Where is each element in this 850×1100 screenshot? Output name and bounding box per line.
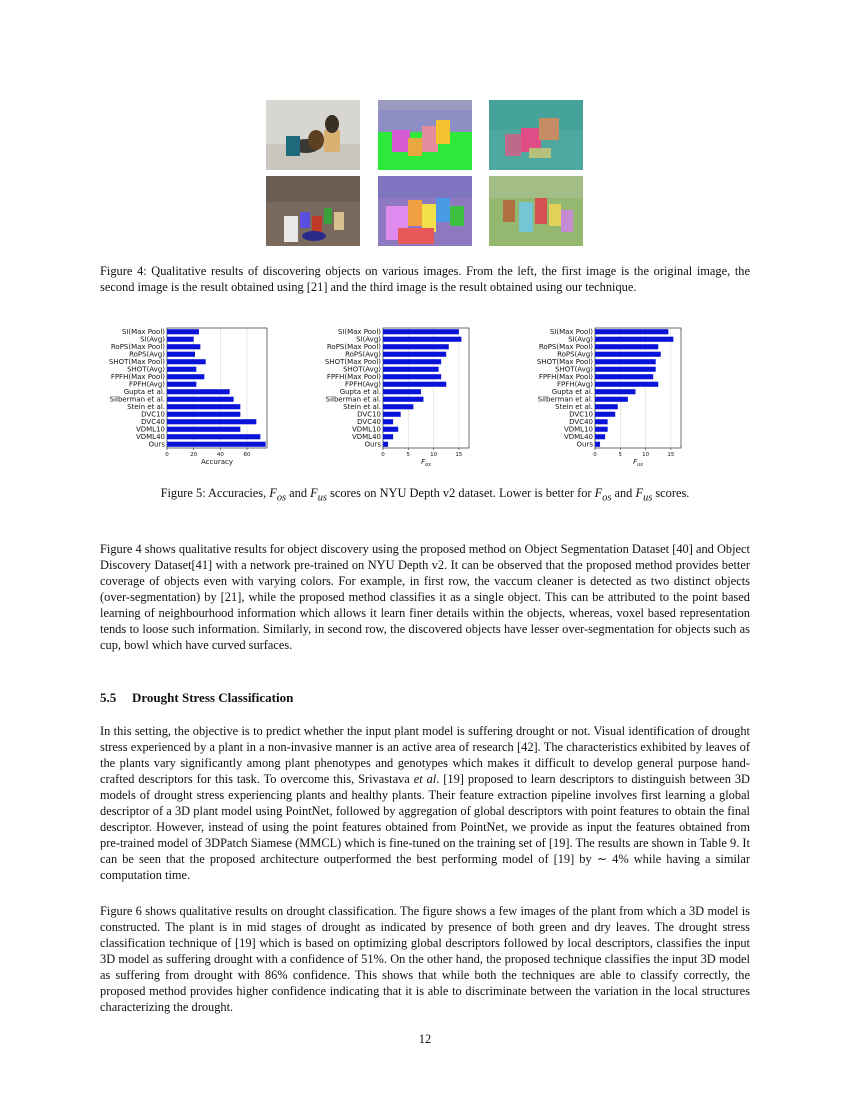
bar bbox=[383, 374, 441, 379]
bar bbox=[167, 337, 194, 342]
category-label: DVC10 bbox=[357, 410, 381, 419]
tick-label: 0 bbox=[381, 452, 385, 458]
tick-label: 10 bbox=[430, 452, 438, 458]
fus-chart bbox=[527, 322, 687, 472]
figure4-row1-original bbox=[266, 100, 360, 170]
category-label: RoPS(Avg) bbox=[129, 350, 165, 359]
category-label: Ours bbox=[576, 440, 593, 449]
category-label: DVC10 bbox=[569, 410, 593, 419]
bar bbox=[383, 367, 439, 372]
category-label: SI(Avg) bbox=[356, 335, 381, 344]
bar bbox=[167, 374, 204, 379]
category-label: FPFH(Avg) bbox=[129, 380, 165, 389]
category-label: Stein et al. bbox=[555, 402, 593, 411]
category-label: Ours bbox=[148, 440, 165, 449]
bar bbox=[383, 412, 401, 417]
category-label: VDML40 bbox=[135, 432, 165, 441]
body-paragraph-figure4: Figure 4 shows qualitative results for object discovery using the proposed method on Object Segmentation Dataset [40] and Object Discovery Dataset[41] with a network pre-trained on NYU Depth v2. It can be observed that the proposed method provides better coverage of objects even with varying colors. For example, in first row, the vaccum cleaner is detected as two distinct objects (over-segmentation) by [21], while the proposed method classifies it as a single object. This can be attributed to the point based learning of neighbourhood information which allows it learn finer details within the objects, whereas, voxel based representation tends to loose such information. Similarly, in second row, the discovered objects have lesser over-segmentation for objects such as cup, bowl which have curved surfaces. bbox=[100, 542, 750, 652]
category-label: SI(Avg) bbox=[568, 335, 593, 344]
bar bbox=[383, 442, 388, 447]
accuracy-chart bbox=[100, 322, 280, 472]
bar bbox=[167, 427, 240, 432]
bar bbox=[383, 389, 421, 394]
bar bbox=[167, 389, 230, 394]
category-label: DVC40 bbox=[569, 417, 593, 426]
category-label: Gupta et al. bbox=[123, 387, 165, 396]
tick-label: 20 bbox=[190, 452, 198, 458]
body-paragraph-drought-setting: In this setting, the objective is to predict whether the input plant model is suffering drought or not. Visual identification of drought stress experienced by a plant in a non-invasive manner is an active area of research [42]. The characteristics exhibited by leaves of the plants vary significantly among plant phenotypes and genotypes which makes it difficult to develop general purpose hand-crafted descriptors for this task. To overcome this, Srivastava et al. [19] proposed to learn descriptors to distinguish between 3D models of drought stress experiencing plants and healthy plants. Their feature extraction pipeline involves first learning a global descriptor of a 3D plant model using PointNet, followed by aggregation of global descriptors with point features to obtain the final descriptor. However, instead of using the point features obtained from PointNet, we provide as input the features obtained from pre-trained model of 3DPatch Siamese (MMCL) which is fine-tuned on the training set of [19]. The results are shown in Table 9. It can be seen that the proposed architecture outperformed the best performing model of [19] by ∼ 4% while having a similar computation time. bbox=[100, 724, 750, 882]
bar bbox=[595, 337, 673, 342]
bar bbox=[595, 427, 608, 432]
category-label: RoPS(Avg) bbox=[345, 350, 381, 359]
category-label: RoPS(Max Pool) bbox=[538, 342, 593, 351]
bar bbox=[595, 329, 668, 334]
bar bbox=[595, 412, 615, 417]
category-label: FPFH(Max Pool) bbox=[110, 372, 165, 381]
category-label: Gupta et al. bbox=[551, 387, 593, 396]
bar bbox=[167, 419, 256, 424]
bar bbox=[167, 397, 234, 402]
tick-label: 5 bbox=[618, 452, 623, 458]
category-label: DVC40 bbox=[357, 417, 381, 426]
category-label: Stein et al. bbox=[343, 402, 381, 411]
bar bbox=[383, 337, 461, 342]
bar bbox=[383, 359, 441, 364]
bar bbox=[167, 442, 266, 447]
section-heading bbox=[100, 690, 293, 706]
category-label: VDML40 bbox=[351, 432, 381, 441]
category-label: Ours bbox=[364, 440, 381, 449]
bar bbox=[595, 382, 658, 387]
bar bbox=[595, 344, 658, 349]
figure4-caption: Figure 4: Qualitative results of discovering objects on various images. From the left, the first image is the original image, the second image is the result obtained using [21] and the third image is the result obtained using our technique. bbox=[100, 264, 750, 294]
bar bbox=[383, 434, 393, 439]
category-label: SI(Max Pool) bbox=[121, 327, 165, 336]
tick-label: 0 bbox=[165, 452, 169, 458]
tick-label: 15 bbox=[455, 452, 463, 458]
bar bbox=[167, 359, 206, 364]
category-label: SHOT(Max Pool) bbox=[108, 357, 165, 366]
section-title: Drought Stress Classification bbox=[132, 690, 294, 705]
bar bbox=[595, 389, 635, 394]
category-label: DVC10 bbox=[141, 410, 165, 419]
category-label: VDML40 bbox=[563, 432, 593, 441]
bar bbox=[383, 404, 413, 409]
bar bbox=[595, 352, 661, 357]
category-label: FPFH(Max Pool) bbox=[326, 372, 381, 381]
figure4-row2-ours-segmentation bbox=[489, 176, 583, 246]
category-label: SI(Avg) bbox=[140, 335, 165, 344]
tick-label: 60 bbox=[243, 452, 251, 458]
bar bbox=[167, 344, 200, 349]
bar bbox=[383, 352, 446, 357]
category-label: SHOT(Max Pool) bbox=[536, 357, 593, 366]
bar bbox=[383, 397, 423, 402]
category-label: RoPS(Avg) bbox=[557, 350, 593, 359]
bar bbox=[167, 329, 199, 334]
bar bbox=[595, 419, 608, 424]
tick-label: 40 bbox=[216, 452, 224, 458]
category-label: Silberman et al. bbox=[109, 395, 165, 404]
bar bbox=[167, 382, 196, 387]
bar bbox=[383, 344, 449, 349]
category-label: Stein et al. bbox=[127, 402, 165, 411]
category-label: VDML10 bbox=[563, 425, 593, 434]
bar bbox=[167, 367, 196, 372]
category-label: VDML10 bbox=[351, 425, 381, 434]
tick-label: 10 bbox=[642, 452, 650, 458]
figure4-row2-baseline-segmentation bbox=[378, 176, 472, 246]
category-label: SHOT(Avg) bbox=[343, 365, 381, 374]
category-label: FPFH(Avg) bbox=[557, 380, 593, 389]
tick-label: 0 bbox=[593, 452, 597, 458]
tick-label: 5 bbox=[406, 452, 411, 458]
category-label: Silberman et al. bbox=[537, 395, 593, 404]
figure4-row1-baseline-segmentation bbox=[378, 100, 472, 170]
bar bbox=[595, 434, 605, 439]
section-number: 5.5 bbox=[100, 690, 117, 705]
category-label: SHOT(Avg) bbox=[127, 365, 165, 374]
category-label: RoPS(Max Pool) bbox=[326, 342, 381, 351]
bar bbox=[383, 419, 393, 424]
figure5-caption: Figure 5: Accuracies, $F_{os}$ and $F_{us}$ scores on NYU Depth v2 dataset. Lower is better for $F_{os}$ and $F_{us}$ scores. bbox=[160, 486, 690, 504]
bar bbox=[167, 352, 195, 357]
fos-chart bbox=[315, 322, 475, 472]
bar bbox=[383, 427, 398, 432]
category-label: Silberman et al. bbox=[325, 395, 381, 404]
bar bbox=[595, 404, 618, 409]
bar bbox=[167, 434, 260, 439]
category-label: FPFH(Max Pool) bbox=[538, 372, 593, 381]
category-label: SHOT(Max Pool) bbox=[324, 357, 381, 366]
figure4-row1-ours-segmentation bbox=[489, 100, 583, 170]
category-label: DVC40 bbox=[141, 417, 165, 426]
category-label: SI(Max Pool) bbox=[337, 327, 381, 336]
bar bbox=[167, 412, 240, 417]
bar bbox=[595, 359, 656, 364]
x-axis-label: Accuracy bbox=[201, 458, 233, 466]
category-label: FPFH(Avg) bbox=[345, 380, 381, 389]
bar bbox=[383, 329, 459, 334]
bar bbox=[167, 404, 240, 409]
bar bbox=[595, 374, 653, 379]
x-axis-label: $F_{os}$ bbox=[421, 458, 431, 468]
tick-label: 15 bbox=[667, 452, 675, 458]
bar bbox=[383, 382, 446, 387]
x-axis-label: $F_{us}$ bbox=[633, 458, 643, 468]
category-label: SHOT(Avg) bbox=[555, 365, 593, 374]
bar bbox=[595, 397, 628, 402]
figure4-row2-original bbox=[266, 176, 360, 246]
page-number: 12 bbox=[418, 1032, 432, 1046]
category-label: VDML10 bbox=[135, 425, 165, 434]
category-label: SI(Max Pool) bbox=[549, 327, 593, 336]
category-label: Gupta et al. bbox=[339, 387, 381, 396]
bar bbox=[595, 442, 600, 447]
category-label: RoPS(Max Pool) bbox=[110, 342, 165, 351]
bar bbox=[595, 367, 656, 372]
body-paragraph-figure6: Figure 6 shows qualitative results on drought classification. The figure shows a few images of the plant from which a 3D model is constructed. The plant is in mid stages of drought as indicated by presence of both green and dry leaves. The drought stress classification technique of [19] which is based on optimizing global descriptors followed by local descriptors, classifies the input 3D model as suffering drought with a confidence of 51%. On the other hand, the proposed technique classifies the input 3D model as suffering from drought with 86% confidence. This shows that while both the techniques are able to classify correctly, the proposed method provides higher confidence indicating that it is able to discriminate between the variation in the local structures characterizing the drought. bbox=[100, 904, 750, 1014]
